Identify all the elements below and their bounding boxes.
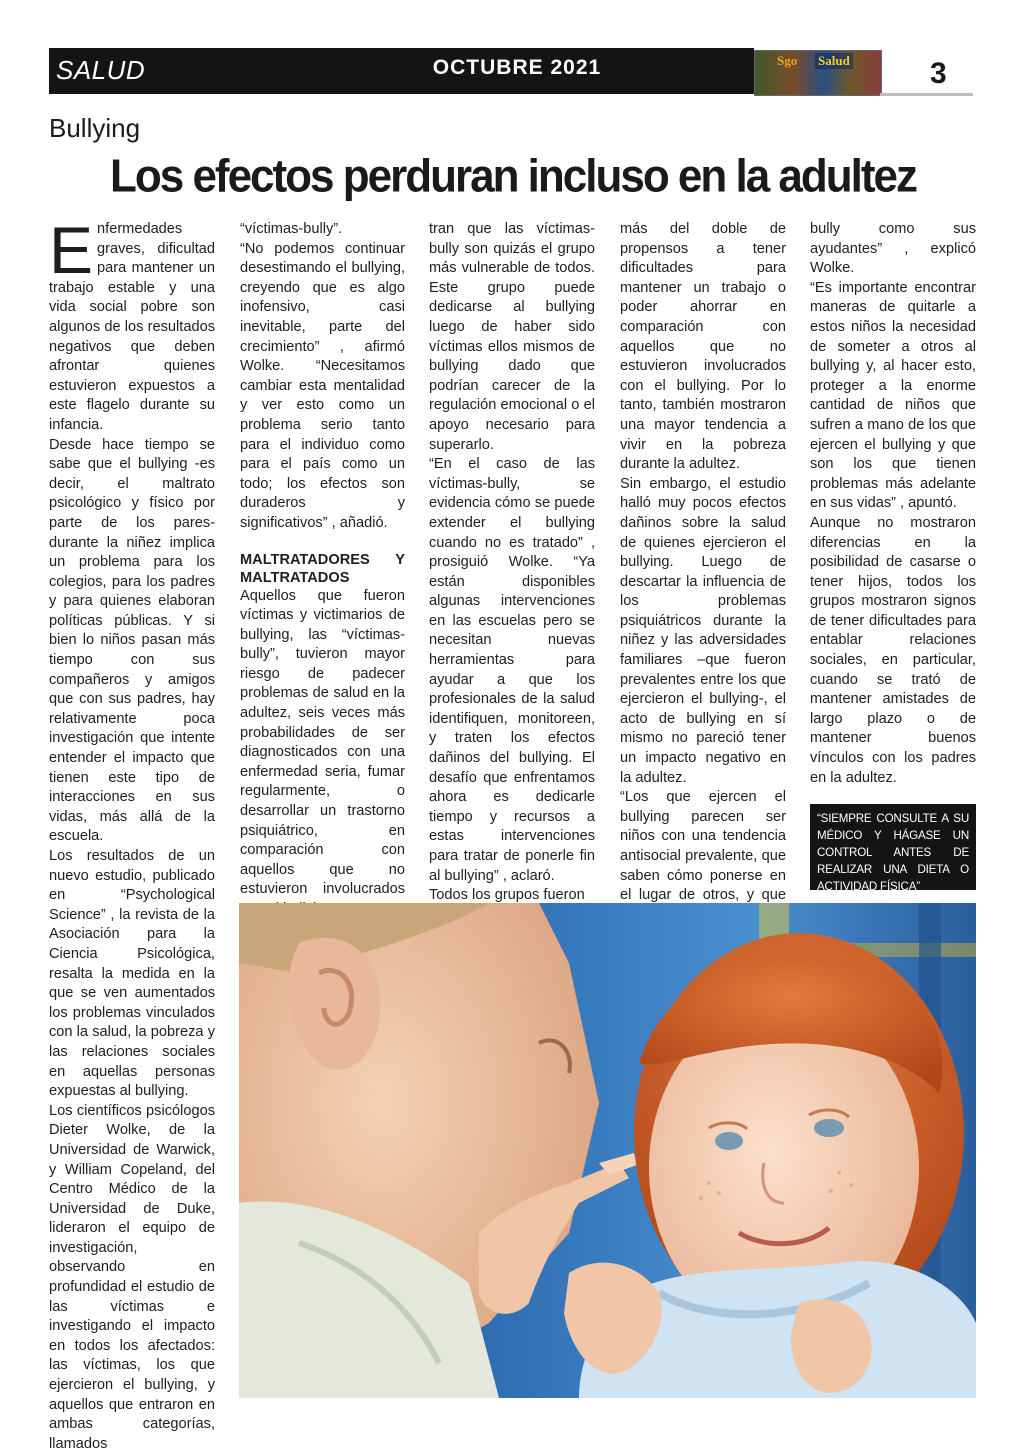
paragraph — [49, 213, 215, 436]
header-rule — [880, 93, 973, 96]
drop-cap: E — [49, 213, 94, 287]
paragraph: Los resultados de un nuevo estudio, publicado en “Psychological Science” , la revista de la Asociación para la Ciencia Psicológica, resalta la medida en la que se ven aumentados los problemas vinculados con la salud, la pobreza y las relaciones sociales en aquellas personas expuestas al bullying. — [49, 848, 215, 1100]
article-column-1 — [49, 213, 215, 1452]
paragraph-text: nfermedades graves, dificultad para mantener un trabajo estable y una vida social pobre son algunos de los resultados negativos que deben afrontar quienes estuvieron expuestos a este flagelo durante su infancia. — [49, 221, 215, 433]
paragraph: bully como sus ayudantes” , explicó Wolke. — [810, 221, 976, 277]
paragraph: Sin embargo, el estudio halló muy pocos efectos dañinos sobre la salud de quienes ejercieron el bullying. Luego de descartar la influencia de los problemas psiquiátricos durante la niñez y las adversidades familiares –que fueron prevalentes entre los que ejercieron el bullying-, el acto de bullying en sí mismo no pareció tener un impacto negativo en la adultez. — [620, 475, 786, 786]
paragraph: Los científicos psicólogos Dieter Wolke, de la Universidad de Warwick, y William Copeland, del Centro Médico de la Universidad de Duke, lideraron el equipo de investigación, observando en profundidad el estudio de las víctimas e investigando el impacto en todos los afectados: las víctimas, los que ejercieron el bullying, y aquellos que entraron en ambas categorías, llamados — [49, 1102, 215, 1452]
paragraph: Aquellos que fueron víctimas y victimarios de bullying, las “víctimas-bully”, tuvieron mayor riesgo de padecer problemas de salud en la adultez, seis veces más probabilidades de ser diagnosticados con una enfermedad seria, fumar regularmente, o desarrollar un trastorno psiquiátrico, en comparación con aquellos que no estuvieron involucrados — [240, 587, 405, 898]
paragraph: “Los que ejercen el bullying parecen ser niños con una tendencia antisocial prevalente, que saben cómo ponerse en el lugar de otros, y que — [620, 789, 786, 904]
article-column-3 — [429, 220, 595, 904]
paragraph: “Es importante encontrar maneras de quitarle a estos niños la necesidad de someter a otros al bullying y, al hacer esto, proteger a la enorme cantidad de niños que sufren a mano de los que ejercen el bullying y que son los que tienen problemas más adelante en sus vidas” , apuntó. — [810, 279, 976, 512]
health-disclaimer-callout: “SIEMPRE CONSULTE A SU MÉDICO Y HÁGASE UN CONTROL ANTES DE REALIZAR UNA DIETA O ACTIVIDAD FÍSICA” — [810, 804, 976, 890]
article-column-4 — [620, 220, 786, 904]
logo-text-left: Sgo — [777, 53, 798, 68]
paragraph: Aunque no mostraron diferencias en la posibilidad de casarse o tener hijos, todos los grupos mostraron signos de tener dificultades para entablar relaciones sociales, en particular, cuando se trató de mantener amistades de largo plazo o de mantener buenos vínculos con los padres en la adultez. — [810, 514, 976, 786]
article-topic: Bullying — [49, 113, 141, 143]
section-name: SALUD — [56, 55, 146, 85]
page-number: 3 — [930, 57, 947, 90]
logo-text-right: Salud — [815, 53, 853, 69]
paragraph: Desde hace tiempo se sabe que el bullying -es decir, el maltrato psicológico y físico por parte de los pares- durante la niñez implica un problema para los colegios, para los padres y para quienes elaboran políticas públicas. Y si bien lo niños pasan más tiempo con sus compañeros y amigos que con sus padres, hay relativamente poca investigación que intente entender el impacto que tienen este tipo de interacciones en sus vidas, más allá de la escuela. — [49, 436, 215, 845]
article-column-5 — [810, 220, 976, 786]
article-column-2 — [240, 220, 405, 898]
section-subheading: MALTRATADORES Y MALTRATADOS — [240, 551, 405, 586]
paragraph: más del doble de propensos a tener dificultades para mantener un trabajo o poder ahorrar en comparación con aquellos que no estuvieron involucrados con el bullying. Por lo tanto, también mostraron una mayor tendencia a vivir en la pobreza durante la adultez. — [620, 221, 786, 473]
paragraph: “En el caso de las víctimas-bully, se evidencia cómo se puede extender el bullying cuando no es tratado” , prosiguió Wolke. “Ya están disponibles algunas intervenciones en las escuelas pero se necesitan nuevas herramientas para ayudar a que los profesionales de la salud identifiquen, monitoreen, y traten los efectos dañinos del bullying. El desafío que enfrentamos ahora es dedicarle tiempo y recursos a estas intervenciones para tratar de ponerle fin al bullying” , aclaró. — [429, 456, 595, 884]
paragraph: Todos los grupos fueron — [429, 887, 585, 904]
paragraph: “No podemos continuar desestimando el bullying, creyendo que es algo inofensivo, casi inevitable, parte del crecimiento” , afirmó Wolke. “Necesitamos cambiar esta mentalidad y ver esto como un problema serio tanto para el individuo como para el país como un todo; los efectos son duraderos y significativos” , añadió. — [240, 240, 405, 531]
article-headline: Los efectos perduran incluso en la adultez — [110, 150, 916, 203]
publication-logo — [754, 50, 882, 96]
photo-illustration — [239, 903, 976, 1398]
paragraph: “víctimas-bully”. — [240, 221, 343, 237]
bullying-photo — [239, 903, 976, 1398]
issue-date: OCTUBRE 2021 — [432, 56, 602, 79]
paragraph: tran que las víctimas-bully son quizás el grupo más vulnerable de todos. Este grupo puede dedicarse al bullying luego de haber sido víctimas ellos mismos de bullying dado que podrían carecer de la regulación emocional o el apoyo necesario para superarlo. — [429, 221, 595, 453]
